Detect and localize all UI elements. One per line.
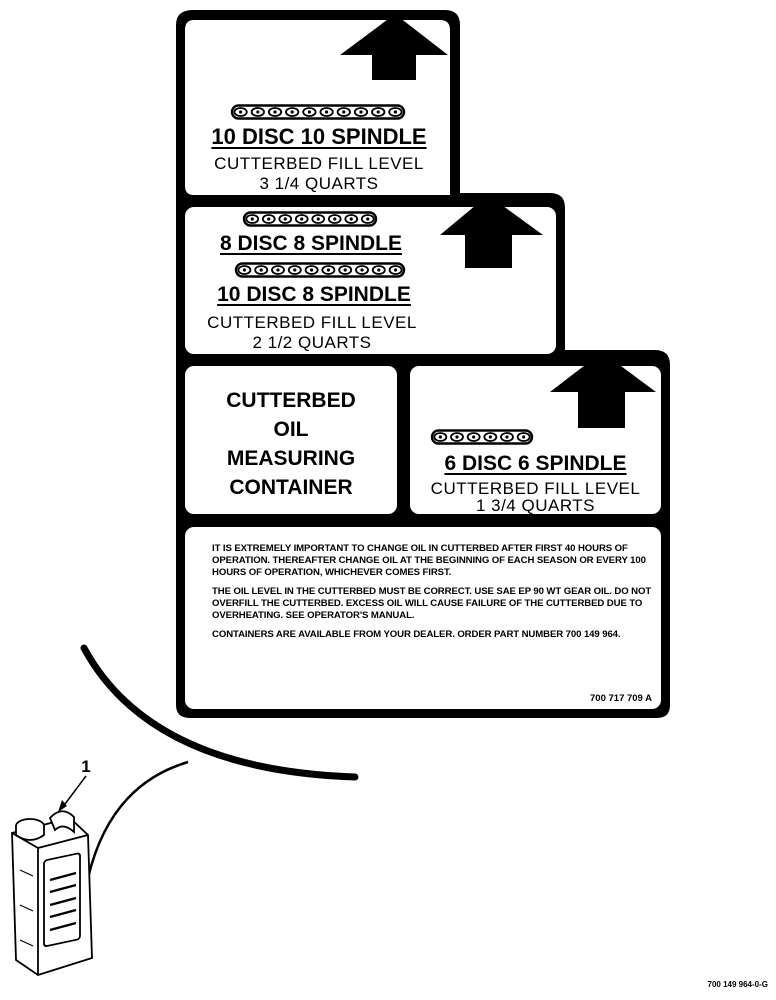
chain-spindle-dot bbox=[342, 110, 345, 113]
chain-spindle-dot bbox=[317, 217, 320, 220]
decal-part-number: 700 717 709 A bbox=[590, 693, 652, 704]
chain-spindle-dot bbox=[366, 217, 369, 220]
chain-spindle-dot bbox=[325, 110, 328, 113]
spindle-chain-icon bbox=[432, 431, 532, 444]
chain-spindle-dot bbox=[359, 110, 362, 113]
chain-spindle-dot bbox=[394, 268, 397, 271]
chain-spindle-dot bbox=[522, 435, 525, 438]
chain-spindle-dot bbox=[239, 110, 242, 113]
spindle-chain-icon bbox=[232, 106, 404, 119]
fill-level-label: CUTTERBED FILL LEVEL bbox=[214, 154, 424, 173]
callout-number: 1 bbox=[81, 757, 91, 776]
container-title-line: CONTAINER bbox=[229, 476, 353, 499]
chain-spindle-dot bbox=[377, 268, 380, 271]
chain-spindle-dot bbox=[333, 217, 336, 220]
callout-arrowhead bbox=[58, 800, 67, 812]
chain-spindle-dot bbox=[308, 110, 311, 113]
chain-spindle-dot bbox=[273, 110, 276, 113]
figure-code: 700 149 964-0-G bbox=[707, 980, 768, 989]
chain-spindle-dot bbox=[267, 217, 270, 220]
notice-text bbox=[212, 543, 652, 648]
chain-spindle-dot bbox=[472, 435, 475, 438]
fill-level-label: CUTTERBED FILL LEVEL bbox=[430, 479, 641, 498]
title-8-disc-8-spindle: 8 DISC 8 SPINDLE bbox=[219, 232, 403, 255]
chain-spindle-dot bbox=[344, 268, 347, 271]
spindle-chain-icon bbox=[236, 264, 404, 277]
chain-spindle-dot bbox=[327, 268, 330, 271]
chain-spindle-dot bbox=[293, 268, 296, 271]
title-6-disc-6-spindle: 6 DISC 6 SPINDLE bbox=[444, 452, 627, 475]
chain-spindle-dot bbox=[284, 217, 287, 220]
chain-spindle-dot bbox=[256, 110, 259, 113]
notice-paragraph: IT IS EXTREMELY IMPORTANT TO CHANGE OIL IN CUTTERBED AFTER FIRST 40 HOURS OF OPERATION. THEREAFTER CHANGE OIL AT THE BEGINNING OF EACH SEASON OR EVERY 100 HOURS OF OPERATION, WHICHEVER COMES FIRST. bbox=[212, 543, 646, 578]
chain-spindle-dot bbox=[489, 435, 492, 438]
chain-spindle-dot bbox=[276, 268, 279, 271]
container-title-line: OIL bbox=[273, 418, 309, 441]
spindle-chain-icon bbox=[244, 213, 376, 226]
chain-spindle-dot bbox=[251, 217, 254, 220]
chain-spindle-dot bbox=[260, 268, 263, 271]
notice-paragraph: CONTAINERS ARE AVAILABLE FROM YOUR DEALER. ORDER PART NUMBER 700 149 964. bbox=[212, 629, 621, 640]
chain-spindle-dot bbox=[291, 110, 294, 113]
fill-quantity: 3 1/4 QUARTS bbox=[259, 174, 379, 193]
chain-spindle-dot bbox=[505, 435, 508, 438]
chain-spindle-dot bbox=[377, 110, 380, 113]
chain-spindle-dot bbox=[350, 217, 353, 220]
container-title-line: CUTTERBED bbox=[226, 389, 356, 412]
container-title-line: MEASURING bbox=[226, 447, 356, 470]
chain-spindle-dot bbox=[360, 268, 363, 271]
fill-quantity: 1 3/4 QUARTS bbox=[475, 496, 596, 515]
oil-jug-icon bbox=[12, 811, 92, 975]
title-10-disc-8-spindle: 10 DISC 8 SPINDLE bbox=[217, 283, 411, 306]
leader-arc-tail bbox=[88, 762, 188, 878]
callout-leader bbox=[62, 776, 86, 808]
chain-spindle-dot bbox=[310, 268, 313, 271]
notice-paragraph: THE OIL LEVEL IN THE CUTTERBED MUST BE CORRECT. USE SAE EP 90 WT GEAR OIL. DO NOT OVERFILL THE CUTTERBED. EXCESS OIL WILL CAUSE FAILURE OF THE CUTTERBED DUE TO OVERHEATING. SEE OPERATOR'S MANUAL. bbox=[212, 586, 652, 621]
container-title bbox=[185, 386, 397, 502]
title-10-disc-10-spindle: 10 DISC 10 SPINDLE bbox=[211, 124, 427, 149]
chain-spindle-dot bbox=[300, 217, 303, 220]
chain-spindle-dot bbox=[455, 435, 458, 438]
chain-spindle-dot bbox=[394, 110, 397, 113]
chain-spindle-dot bbox=[439, 435, 442, 438]
fill-level-label: CUTTERBED FILL LEVEL bbox=[207, 313, 417, 332]
fill-quantity: 2 1/2 QUARTS bbox=[252, 333, 372, 352]
chain-spindle-dot bbox=[243, 268, 246, 271]
